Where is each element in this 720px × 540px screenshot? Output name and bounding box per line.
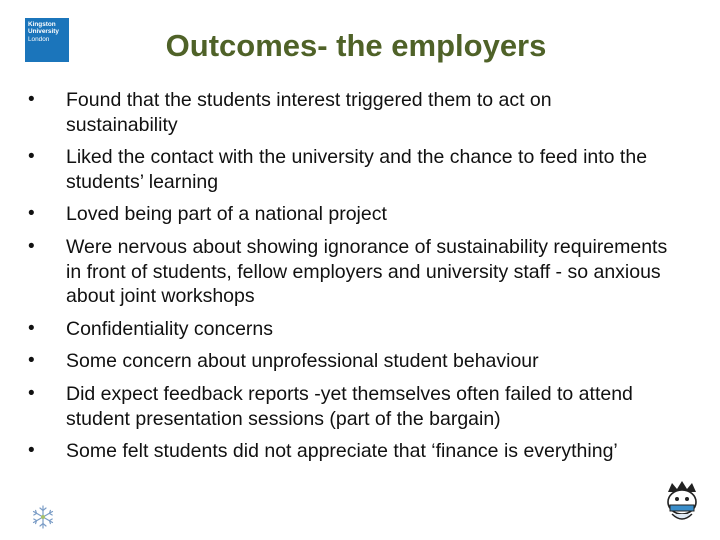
bullet-item: • Found that the students interest triggered them to act on sustainability (28, 88, 668, 137)
logo-line-1: Kingston (28, 21, 56, 28)
logo-line-3: London (28, 35, 50, 43)
bullet-item: • Some concern about unprofessional student behaviour (28, 349, 668, 374)
snowflake-icon (30, 504, 56, 530)
bullet-item: • Confidentiality concerns (28, 317, 668, 342)
bullet-list (28, 88, 668, 472)
slide-title: Outcomes- the employers (165, 28, 547, 63)
bullet-item: • Were nervous about showing ignorance of sustainability requirements in front of students, fellow employers and university staff - so anxious about joint workshops (28, 235, 668, 309)
bullet-item: • Liked the contact with the university and the chance to feed into the students’ learning (28, 145, 668, 194)
bullet-item: • Some felt students did not appreciate that ‘finance is everything’ (28, 439, 668, 464)
logo-line-2: University (28, 28, 59, 36)
cartoon-character-icon (660, 478, 704, 526)
bullet-item: • Loved being part of a national project (28, 202, 668, 227)
bullet-item: • Did expect feedback reports -yet themselves often failed to attend student presentation sessions (part of the bargain) (28, 382, 668, 431)
